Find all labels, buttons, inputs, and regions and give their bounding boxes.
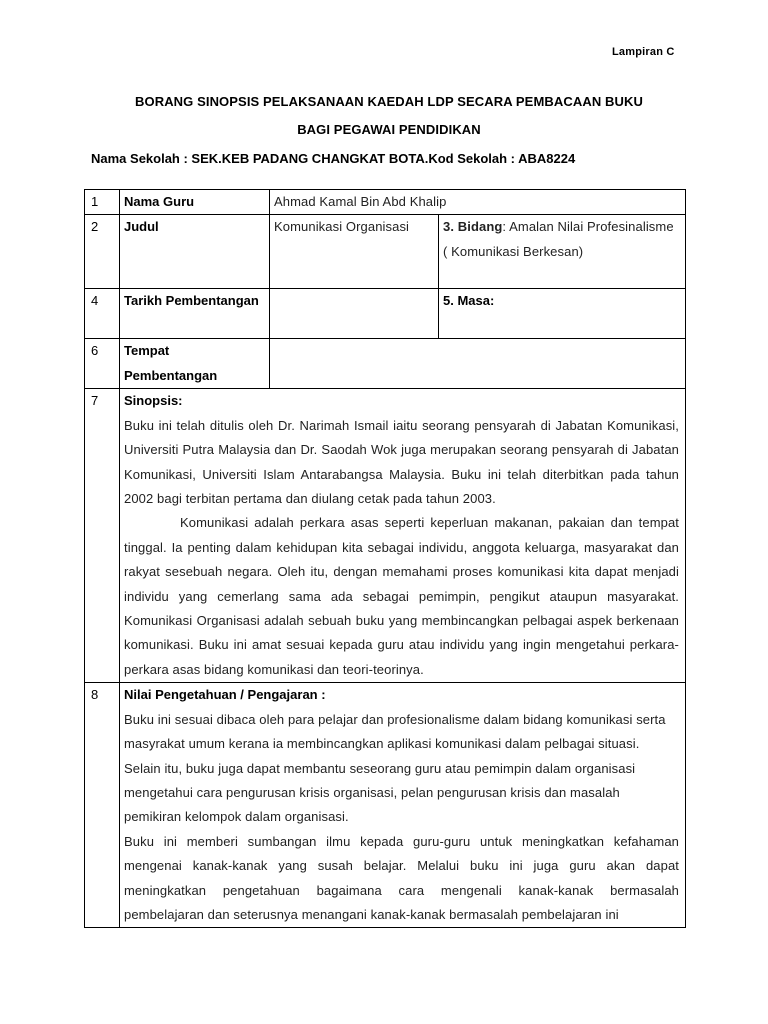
appendix-label: Lampiran C [612,46,675,58]
sinopsis-paragraph-2: Komunikasi adalah perkara asas seperti keperluan makanan, pakaian dan tempat tinggal. Ia penting dalam kehidupan kita sebagai individu, anggota keluarga, masyarakat dan rakyat sesebuah negara. Oleh itu, dengan memahami proses komunikasi kita dapat menjadi individu yang cemerlang sama ada sebagai pemimpin, pengikut ataupun masyarakat. Komunikasi Organisasi adalah sebuah buku yang membincangkan pelbagai aspek berkenaan komunikasi. Buku ini amat sesuai kepada guru atau individu yang ingin mengetahui perkara-perkara asas bidang komunikasi dan teori-teorinya. [124,515,679,677]
row-tempat [85,339,686,389]
value-bidang: : Amalan Nilai Profesinalisme ( Komunikasi Berkesan) [443,219,674,259]
row-number: 4 [85,289,120,339]
value-tempat-pembentangan[interactable] [270,339,686,389]
label-tempat-pembentangan: Tempat Pembentangan [120,339,270,389]
form-title-line-2: BAGI PEGAWAI PENDIDIKAN [297,122,481,137]
row-number: 6 [85,339,120,389]
sinopsis-paragraph-1: Buku ini telah ditulis oleh Dr. Narimah Ismail iaitu seorang pensyarah di Jabatan Komunikasi, Universiti Putra Malaysia dan Dr. Saodah Wok juga merupakan seorang pensyarah di Jabatan Komunikasi, Universiti Islam Antarabangsa Malaysia. Buku ini telah diterbitkan pada tahun 2002 bagi terbitan pertama dan diulang cetak pada tahun 2003. [124,417,679,507]
row-nama-guru [85,190,686,215]
label-masa[interactable]: 5. Masa: [439,289,686,339]
row-tarikh [85,289,686,339]
row-number: 1 [85,190,120,215]
row-nilai-pengetahuan [85,683,686,928]
cell-sinopsis[interactable] [120,389,686,683]
nilai-paragraph-1: Buku ini sesuai dibaca oleh para pelajar dan profesionalisme dalam bidang komunikasi serta masyrakat umum kerana ia membincangkan aplikasi komunikasi dalam pelbagai situasi. Selain itu, buku juga dapat membantu seseorang guru atau pemimpin dalam organisasi mengetahui cara pengurusan krisis organisasi, pelan pengurusan krisis dan masalah pemikiran kelompok dalam organisasi. [124,711,666,825]
label-nama-guru: Nama Guru [120,190,270,215]
label-bidang: 3. Bidang [443,219,503,235]
value-nama-guru[interactable]: Ahmad Kamal Bin Abd Khalip [270,190,686,215]
row-number: 8 [85,683,120,928]
synopsis-form-table [84,189,686,928]
label-nilai-pengetahuan: Nilai Pengetahuan / Pengajaran : [124,687,326,703]
row-judul [85,215,686,289]
label-judul: Judul [120,215,270,289]
label-tarikh-pembentangan: Tarikh Pembentangan [120,289,270,339]
row-number: 7 [85,389,120,683]
row-sinopsis [85,389,686,683]
cell-bidang[interactable] [439,215,686,289]
label-sinopsis: Sinopsis: [124,393,183,409]
row-number: 2 [85,215,120,289]
school-info-line: Nama Sekolah : SEK.KEB PADANG CHANGKAT BOTA.Kod Sekolah : ABA8224 [91,151,576,166]
value-tarikh-pembentangan[interactable] [270,289,439,339]
value-judul[interactable]: Komunikasi Organisasi [270,215,439,289]
nilai-paragraph-2: Buku ini memberi sumbangan ilmu kepada guru-guru untuk meningkatkan kefahaman mengenai kanak-kanak yang susah belajar. Melalui buku ini juga guru akan dapat meningkatkan pengetahuan bagaimana cara mengenali kanak-kanak bermasalah pembelajaran dan seterusnya menangani kanak-kanak bermasalah pembelajaran ini [124,833,679,922]
cell-nilai-pengetahuan[interactable] [120,683,686,928]
form-title-line-1: BORANG SINOPSIS PELAKSANAAN KAEDAH LDP SECARA PEMBACAAN BUKU [135,94,643,109]
